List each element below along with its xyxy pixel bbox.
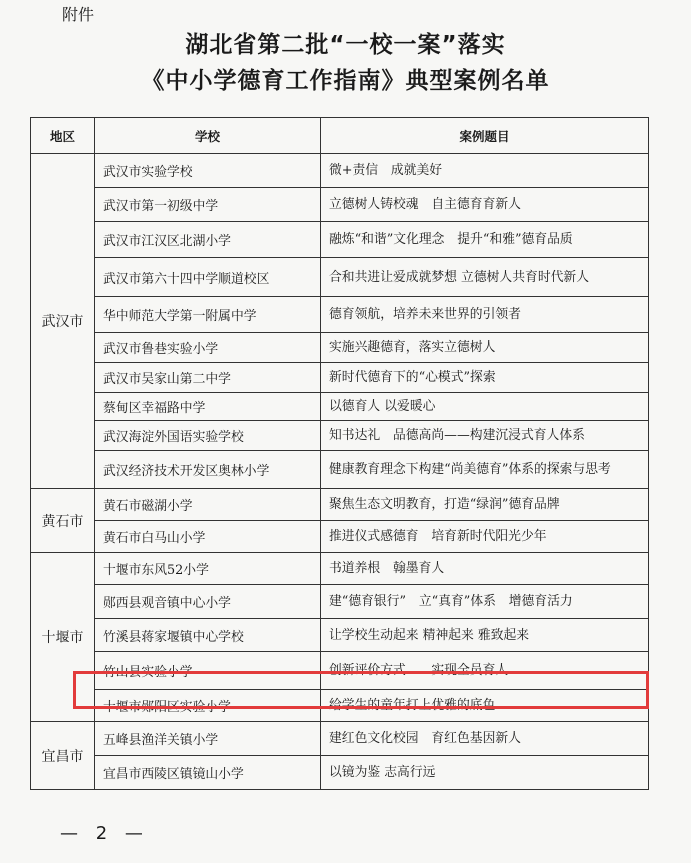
school-cell: 武汉海淀外国语实验学校 <box>95 421 321 451</box>
school-cell: 蔡甸区幸福路中学 <box>95 393 321 421</box>
header-school: 学校 <box>95 118 321 154</box>
case-title-cell: 健康教育理念下构建“尚美德育”体系的探索与思考 <box>321 451 649 489</box>
table-row <box>31 553 649 585</box>
case-title-cell: 建红色文化校园 育红色基因新人 <box>321 722 649 756</box>
case-title-cell: 知书达礼 品德高尚——构建沉浸式育人体系 <box>321 421 649 451</box>
region-cell: 武汉市 <box>31 154 95 489</box>
school-cell: 黄石市磁湖小学 <box>95 489 321 521</box>
table-row <box>31 188 649 222</box>
case-title-cell: 让学校生动起来 精神起来 雅致起来 <box>321 619 649 652</box>
table-row <box>31 722 649 756</box>
school-cell: 十堰市东风52小学 <box>95 553 321 585</box>
school-cell: 武汉市江汉区北湖小学 <box>95 222 321 258</box>
table-row <box>31 521 649 553</box>
case-title-cell: 德育领航，培养未来世界的引领者 <box>321 297 649 333</box>
case-title-cell: 立德树人铸校魂 自主德育育新人 <box>321 188 649 222</box>
school-cell: 武汉市实验学校 <box>95 154 321 188</box>
page-number: — 2 — <box>60 823 149 844</box>
case-title-cell: 推进仪式感德育 培育新时代阳光少年 <box>321 521 649 553</box>
case-title-cell: 聚焦生态文明教育，打造“绿润”德育品牌 <box>321 489 649 521</box>
school-cell: 十堰市郧阳区实验小学 <box>95 690 321 722</box>
school-cell: 武汉市鲁巷实验小学 <box>95 333 321 363</box>
document-title-line2: 《中小学德育工作指南》典型案例名单 <box>141 68 550 94</box>
case-title-cell: 建“德育银行” 立“真育”体系 增德育活力 <box>321 585 649 619</box>
document-title-line1: 湖北省第二批“一校一案”落实 <box>185 32 506 58</box>
table-row <box>31 393 649 421</box>
table-row <box>31 756 649 790</box>
table-row <box>31 258 649 297</box>
table-row <box>31 421 649 451</box>
table-row <box>31 222 649 258</box>
attachment-label: 附件 <box>62 5 95 24</box>
case-title-cell: 合和共进让爱成就梦想 立德树人共育时代新人 <box>321 258 649 297</box>
case-title-cell: 融炼“和谐”文化理念 提升“和雅”德育品质 <box>321 222 649 258</box>
case-title-cell: 实施兴趣德育，落实立德树人 <box>321 333 649 363</box>
region-cell: 十堰市 <box>31 553 95 722</box>
case-list-table <box>30 117 649 790</box>
school-cell: 武汉市第六十四中学顺道校区 <box>95 258 321 297</box>
case-title-cell: 微+责信 成就美好 <box>321 154 649 188</box>
case-title-cell: 以德育人 以爱暖心 <box>321 393 649 421</box>
school-cell: 五峰县渔洋关镇小学 <box>95 722 321 756</box>
table-row <box>31 451 649 489</box>
table-row <box>31 154 649 188</box>
table-row <box>31 297 649 333</box>
school-cell: 黄石市白马山小学 <box>95 521 321 553</box>
school-cell: 武汉经济技术开发区奥林小学 <box>95 451 321 489</box>
table-header-row <box>31 118 649 154</box>
case-title-cell: 以镜为鉴 志高行远 <box>321 756 649 790</box>
table-row <box>31 363 649 393</box>
case-title-cell: 创新评价方式 实现全员育人 <box>321 652 649 690</box>
region-cell: 黄石市 <box>31 489 95 553</box>
table-row <box>31 489 649 521</box>
case-title-cell: 书道养根 翰墨育人 <box>321 553 649 585</box>
school-cell: 武汉市第一初级中学 <box>95 188 321 222</box>
header-case: 案例题目 <box>321 118 649 154</box>
case-title-cell: 新时代德育下的“心模式”探索 <box>321 363 649 393</box>
table-row <box>31 333 649 363</box>
school-cell: 竹溪县蒋家堰镇中心学校 <box>95 619 321 652</box>
school-cell: 竹山县实验小学 <box>95 652 321 690</box>
school-cell: 华中师范大学第一附属中学 <box>95 297 321 333</box>
case-title-cell: 给学生的童年打上优雅的底色 <box>321 690 649 722</box>
table-row <box>31 619 649 652</box>
header-region: 地区 <box>31 118 95 154</box>
table-row <box>31 585 649 619</box>
table-row <box>31 652 649 690</box>
school-cell: 郧西县观音镇中心小学 <box>95 585 321 619</box>
region-cell: 宜昌市 <box>31 722 95 790</box>
table-row <box>31 690 649 722</box>
school-cell: 宜昌市西陵区镇镜山小学 <box>95 756 321 790</box>
school-cell: 武汉市吴家山第二中学 <box>95 363 321 393</box>
